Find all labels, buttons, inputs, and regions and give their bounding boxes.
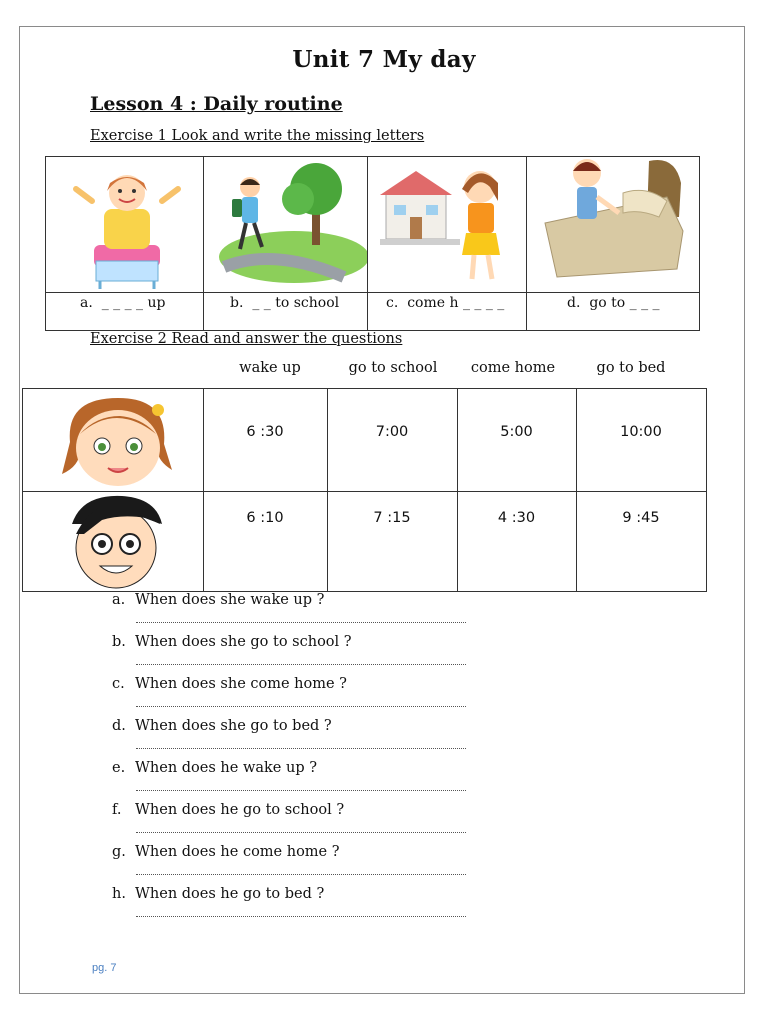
question-e: e. When does he wake up ? (112, 760, 317, 776)
answer-line-a[interactable] (136, 622, 466, 623)
boy-wake-up-time: 6 :10 (246, 510, 284, 526)
answer-line-d[interactable] (136, 748, 466, 749)
answer-line-e[interactable] (136, 790, 466, 791)
answer-line-f[interactable] (136, 832, 466, 833)
exercise1-label-a: a. _ _ _ _ up (80, 295, 166, 311)
page-number: pg. 7 (92, 962, 117, 974)
question-d: d. When does she go to bed ? (112, 718, 332, 734)
picture-cell-d (526, 156, 700, 293)
exercise1-label-c: c. come h _ _ _ _ (386, 295, 505, 311)
answer-line-b[interactable] (136, 664, 466, 665)
column-header-wake-up: wake up (239, 360, 301, 376)
girl-come-home-time: 5:00 (500, 424, 533, 440)
column-header-go-to-bed: go to bed (596, 360, 666, 376)
question-b: b. When does she go to school ? (112, 634, 352, 650)
boy-go-to-bed-time: 9 :45 (622, 510, 660, 526)
exercise1-grid (45, 156, 700, 331)
label-cell-b (203, 292, 368, 331)
exercise1-label-d: d. go to _ _ _ (567, 295, 660, 311)
girl-face-illustration (46, 390, 186, 490)
lesson-heading: Lesson 4 : Daily routine (90, 93, 343, 115)
question-h: h. When does he go to bed ? (112, 886, 325, 902)
label-cell-d (526, 292, 700, 331)
picture-cell-c (367, 156, 527, 293)
answer-line-c[interactable] (136, 706, 466, 707)
boy-come-home-time: 4 :30 (497, 510, 536, 526)
label-cell-a (45, 292, 204, 331)
boy-going-to-bed-illustration (527, 157, 699, 292)
column-header-come-home: come home (470, 360, 556, 376)
girl-coming-home-illustration (368, 157, 526, 292)
exercise1-label-b: b. _ _ to school (230, 295, 340, 311)
exercise2-heading: Exercise 2 Read and answer the questions (90, 331, 403, 347)
boy-go-to-school-time: 7 :15 (373, 510, 411, 526)
question-a: a. When does she wake up ? (112, 592, 325, 608)
boy-walking-to-school-illustration (204, 157, 367, 292)
answer-line-g[interactable] (136, 874, 466, 875)
girl-go-to-bed-time: 10:00 (620, 424, 662, 440)
label-cell-c (367, 292, 527, 331)
girl-go-to-school-time: 7:00 (375, 424, 409, 440)
boy-face-illustration (62, 494, 172, 590)
picture-cell-a (45, 156, 204, 293)
column-header-go-to-school: go to school (348, 360, 438, 376)
exercise1-heading: Exercise 1 Look and write the missing letters (90, 128, 425, 144)
schedule-table (22, 388, 707, 592)
girl-waking-up-illustration (46, 157, 203, 292)
question-c: c. When does she come home ? (112, 676, 347, 692)
girl-wake-up-time: 6 :30 (246, 424, 284, 440)
page-title: Unit 7 My day (292, 46, 476, 73)
picture-cell-b (203, 156, 368, 293)
question-g: g. When does he come home ? (112, 844, 340, 860)
question-f: f. When does he go to school ? (112, 802, 345, 818)
answer-line-h[interactable] (136, 916, 466, 917)
